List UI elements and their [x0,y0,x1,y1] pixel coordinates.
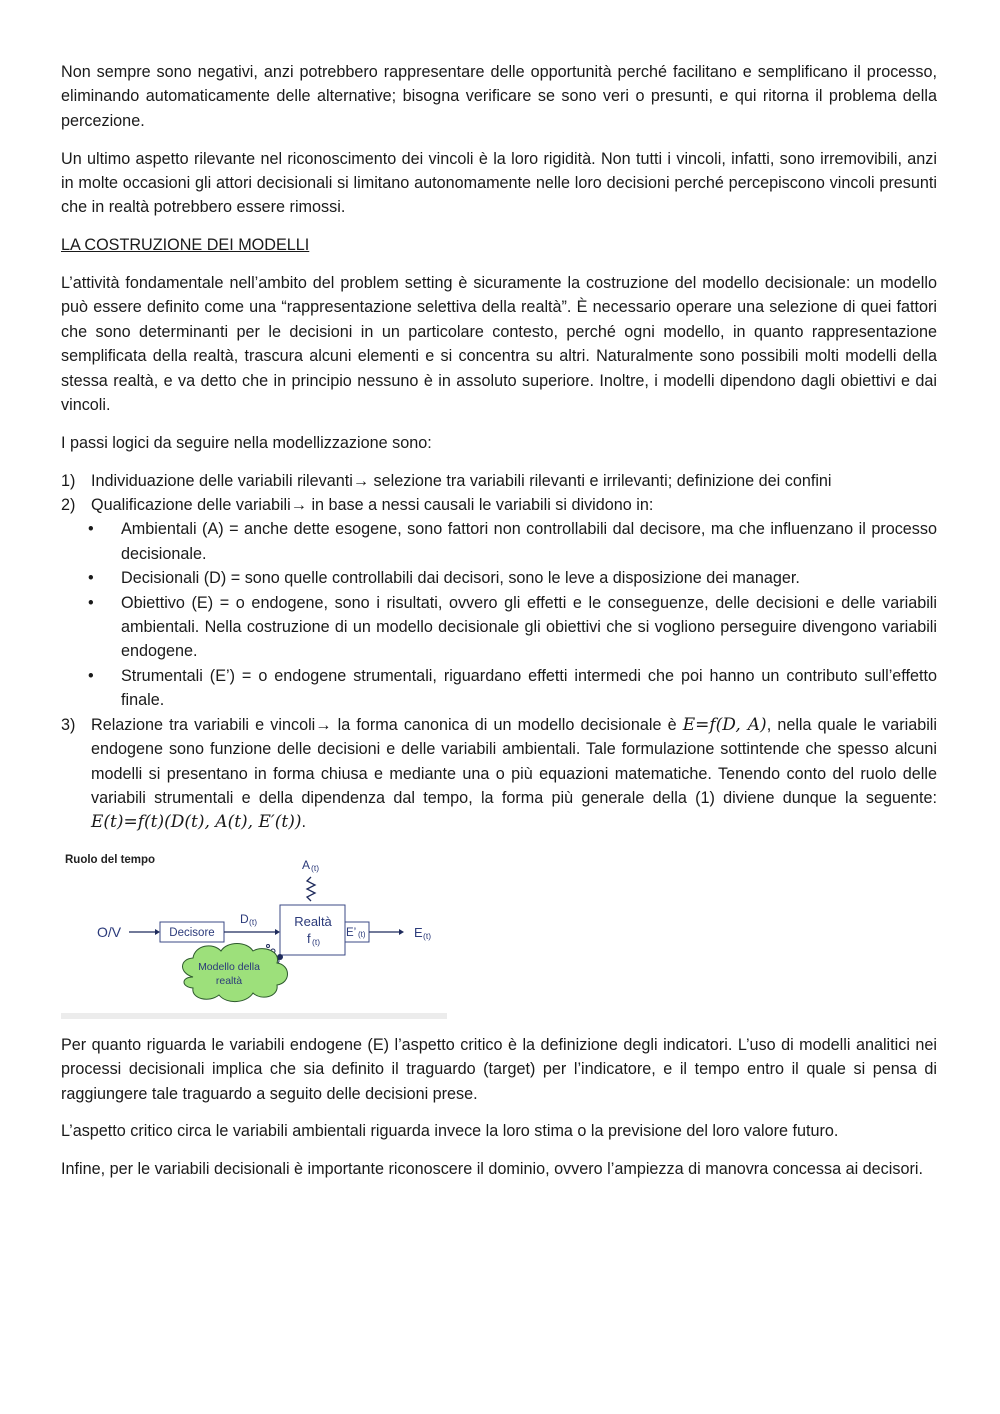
step-text: la forma canonica di un modello decisionale è [331,715,683,734]
f-subscript: (t) [312,936,321,947]
list-item [61,493,937,713]
arrow-head-icon [155,929,160,935]
zigzag-arrow-icon [307,877,315,901]
bullet-text: Decisionali (D) = sono quelle controllabili dai decisori, sono le leve a disposizione dei manager. [121,569,800,588]
input-label: O/V [97,923,122,940]
list-item [61,469,937,493]
time-role-diagram [61,847,449,1019]
bullet-icon: • [88,520,94,539]
thought-dot [267,944,270,947]
figure-border [61,1013,447,1019]
paragraph: Non sempre sono negativi, anzi potrebbero rappresentare delle opportunità perché facilitano e semplificano il processo, eliminando automaticamente delle alternative; bisogna verificare se sono veri o presunti, e qui ritorna il problema della percezione. [61,63,937,130]
bullet-item [61,664,937,713]
section-heading: LA COSTRUZIONE DEI MODELLI [61,236,310,255]
canonical-formula: E=f(D, A) [682,714,767,735]
bullet-item [61,591,937,664]
e-subscript: (t) [423,930,432,941]
step-lead: Relazione tra variabili e vincoli [91,715,316,734]
paragraph: Infine, per le variabili decisionali è importante riconoscere il dominio, ovvero l’ampiezza di manovra concessa ai decisori. [61,1160,923,1179]
step-lead: Qualificazione delle variabili [91,496,291,515]
list-item [61,713,937,835]
d-label: D [240,911,249,926]
bullet-icon: • [88,593,94,612]
bullet-text: Obiettivo (E) = o endogene, sono i risultati, ovvero gli effetti e le conseguenze, delle decisioni e delle variabili ambientali. Nella costruzione di un modello decisionale gli obiettivi che si vogliono perseguire divengono variabili endogene. [121,593,937,661]
step-lead: Individuazione delle variabili rilevanti [91,471,353,490]
f-label: f [307,930,311,946]
list-number: 2) [61,496,76,515]
numbered-list [61,469,937,835]
arrow-icon: → [352,471,370,490]
bullet-item [61,566,937,590]
d-subscript: (t) [249,916,258,927]
paragraph: L’aspetto critico circa le variabili ambientali riguarda invece la loro stima o la previsione del loro valore futuro. [61,1122,839,1141]
list-number: 3) [61,715,76,734]
decisore-label: Decisore [169,926,215,939]
document-page [61,60,937,1195]
bullet-text: Strumentali (E’) = o endogene strumentali, riguardano effetti intermedi che poi hanno un contributo sull’effetto finale. [121,666,937,710]
step-text: in base a nessi causali le variabili si dividono in: [306,496,654,515]
paragraph: Per quanto riguarda le variabili endogene (E) l’aspetto critico è la definizione degli indicatori. L’uso di modelli analitici nei processi decisionali implica che sia definito il traguardo (target) per l’indicatore, e il tempo entro il quale si pensa di raggiungere tale traguardo a seguito delle decisioni prese. [61,1035,937,1103]
arrow-icon: → [290,496,307,515]
bullet-icon: • [88,569,94,588]
arrow-head-icon [275,929,280,935]
a-label: A [302,857,311,872]
cloud-line-2: realtà [215,974,243,987]
paragraph: L’attività fondamentale nell’ambito del problem setting è sicuramente la costruzione del modello decisionale: un modello può essere definito come una “rappresentazione selettiva della realtà”. È necessario operare una selezione di quei fattori che sono determinanti per le decisioni in un particolare contesto, perché ogni modello, in quanto rappresentazione semplificata della realtà, trascura alcuni elementi e si concentra su altri. Naturalmente sono possibili molti modelli della stessa realtà, e va detto che in principio nessuno è in assoluto superiore. Inoltre, i modelli dipendono dagli obiettivi e dai vincoli. [61,274,937,415]
general-formula: E(t)=f(t)(D(t), A(t), E′(t)) [91,812,302,833]
arrow-head-icon [399,929,404,935]
diagram-svg [61,847,449,1019]
paragraph: I passi logici da seguire nella modellizzazione sono: [61,433,432,452]
e-prime-label: E’ [346,926,357,939]
realta-box [280,905,345,955]
realta-label: Realtà [294,913,332,929]
list-number: 1) [61,471,76,490]
bullet-list [88,517,937,712]
arrow-icon: → [315,715,332,734]
step-text: selezione tra variabili rilevanti e irrilevanti; definizione dei confini [369,471,832,490]
bullet-text: Ambientali (A) = anche dette esogene, sono fattori non controllabili dal decisore, ma che influenzano il processo decisionale. [121,520,937,563]
e-prime-subscript: (t) [358,929,366,939]
cloud-line-1: Modello della [198,960,260,973]
bullet-item [61,517,937,566]
a-subscript: (t) [311,862,320,873]
step-text: . [301,813,306,832]
bullet-icon: • [88,666,94,685]
step-text: , nella quale le variabili endogene sono funzione delle decisioni e delle variabili ambientali. Tale formulazione sottintende che spesso alcuni modelli si presentano in forma chiusa e mediante una o più equazioni matematiche. Tenendo conto del ruolo delle variabili strumentali e della dipendenza dal tempo, la forma più generale della (1) diviene dunque la seguente: [91,715,937,807]
diagram-title: Ruolo del tempo [65,853,156,866]
e-label: E [414,924,423,940]
paragraph: Un ultimo aspetto rilevante nel riconoscimento dei vincoli è la loro rigidità. Non tutti i vincoli, infatti, sono irremovibili, anzi in molte occasioni gli attori decisionali si limitano autonomamente nelle loro decisioni perché percepiscono vincoli presunti che in realtà potrebbero essere rimossi. [61,149,937,217]
